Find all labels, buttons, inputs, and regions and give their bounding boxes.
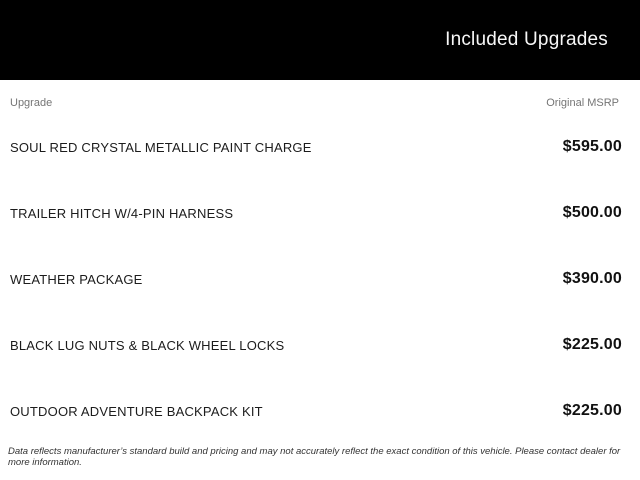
upgrade-price: $500.00	[562, 204, 622, 221]
table-row	[0, 180, 640, 246]
table-row	[0, 114, 640, 180]
disclaimer-text: Data reflects manufacturer’s standard build and pricing and may not accurately reflect the exact condition of this vehicle. Please contact dealer for more information.	[8, 446, 621, 469]
table-row	[0, 312, 640, 378]
section-header	[0, 0, 640, 80]
column-header-upgrade: Upgrade	[10, 97, 53, 109]
upgrade-price: $225.00	[562, 402, 622, 419]
table-row	[0, 378, 640, 444]
page-title: Included Upgrades	[445, 29, 608, 50]
disclaimer	[0, 444, 640, 469]
upgrade-name: OUTDOOR ADVENTURE BACKPACK KIT	[10, 403, 263, 419]
upgrade-name: WEATHER PACKAGE	[10, 271, 143, 287]
upgrade-price: $595.00	[562, 138, 622, 155]
upgrade-price: $390.00	[562, 270, 622, 287]
upgrade-name: BLACK LUG NUTS & BLACK WHEEL LOCKS	[10, 337, 285, 353]
upgrades-table-body	[0, 114, 640, 444]
upgrade-name: SOUL RED CRYSTAL METALLIC PAINT CHARGE	[10, 139, 312, 155]
upgrade-price: $225.00	[562, 336, 622, 353]
table-header-row	[0, 80, 640, 114]
upgrade-name: TRAILER HITCH W/4-PIN HARNESS	[10, 205, 234, 221]
table-row	[0, 246, 640, 312]
column-header-original-msrp: Original MSRP	[546, 97, 619, 109]
